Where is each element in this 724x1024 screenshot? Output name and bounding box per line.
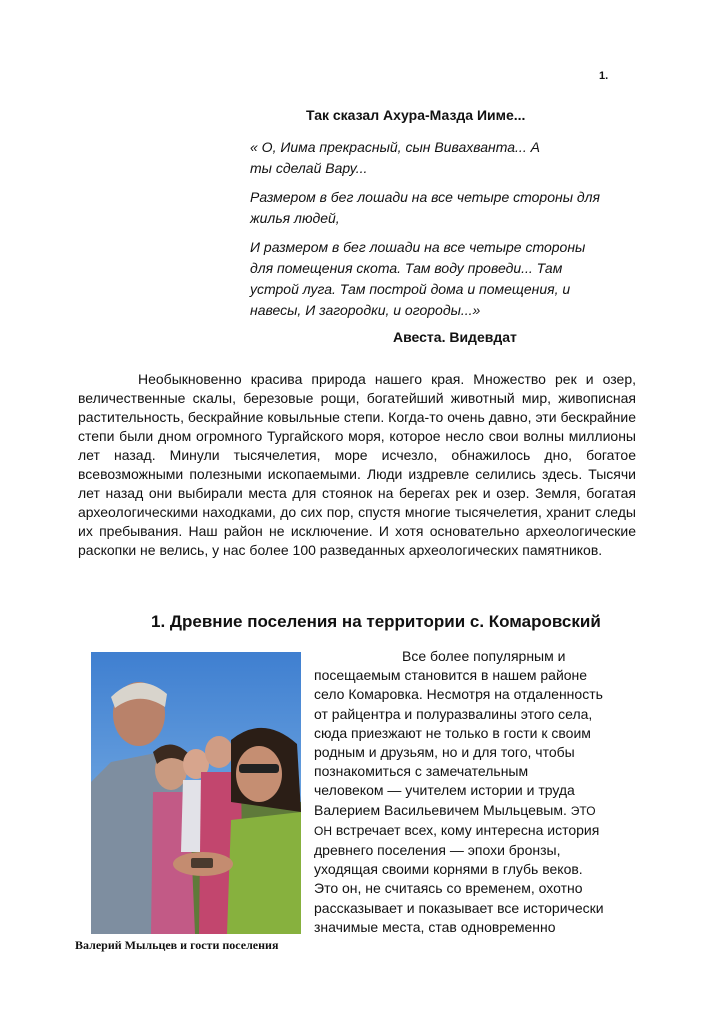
- side-line: значимые места, став одновременно: [314, 918, 556, 935]
- side-line-with-word: [314, 821, 644, 841]
- page-number: 1.: [599, 70, 609, 82]
- epigraph-line: ты сделай Вару...: [250, 160, 368, 176]
- epigraph-paragraph-1: [250, 137, 650, 179]
- side-line: Это он, не считаясь со временем, охотно: [314, 880, 583, 897]
- epigraph-line: И размером в бег лошади на все четыре стороны: [250, 239, 586, 255]
- side-line: сюда приезжают не только в гости к своим: [314, 724, 591, 741]
- photo-caption: Валерий Мыльцев и гости поселения: [75, 938, 279, 952]
- intro-paragraph: Необыкновенно красива природа нашего края. Множество рек и озер, величественные скалы, березовые рощи, богатейший животный мир, живописная растительность, бескрайние ковыльные степи. Когда-то очень давно, эти бескрайние степи были дном огромного Тургайского моря, которое несло свои волны миллионы лет назад. Минули тысячелетия, море исчезло, обнажилось дно, богатое всевозможными полезными ископаемыми. Люди издревле селились здесь. Тысячи лет назад они выбирали места для стоянок на берегах рек и озер. Земля, богатая археологическими находками, до сих пор, спустя многие тысячелетия, хранит следы их пребывания. Наш район не исключение. И хотя основательно археологические раскопки не велись, у нас более 100 разведанных археологических памятников.: [78, 371, 636, 558]
- side-line: рассказывает и показывает все исторически: [314, 899, 604, 916]
- side-line-small-word: ЭТО: [570, 803, 596, 818]
- section-heading: 1. Древние поселения на территории с. Комаровский: [151, 612, 601, 631]
- side-line: от райцентра и полуразвалины этого села,: [314, 705, 593, 722]
- side-line-with-word: [314, 801, 644, 821]
- epigraph-paragraph-2: [250, 187, 650, 229]
- epigraph-line: навесы, И загородки, и огороды...»: [250, 302, 481, 318]
- epigraph-title: Так сказал Ахура-Мазда Ииме...: [306, 107, 526, 123]
- epigraph-source: Авеста. Видевдат: [393, 329, 517, 345]
- side-line: человеком — учителем истории и труда: [314, 782, 575, 799]
- epigraph-line: жилья людей,: [250, 210, 340, 226]
- side-line-small-word: ОН: [314, 823, 332, 838]
- epigraph-paragraph-3: [250, 237, 650, 321]
- epigraph-line: Размером в бег лошади на все четыре стороны для: [250, 189, 600, 205]
- side-line: родным и друзьям, но и для того, чтобы: [314, 744, 575, 761]
- side-line-text: встречает всех, кому интересна история: [335, 821, 600, 838]
- side-line: село Комаровка. Несмотря на отдаленность: [314, 686, 603, 703]
- photo-people: [91, 652, 301, 934]
- epigraph-line: устрой луга. Там построй дома и помещения, и: [250, 281, 571, 297]
- side-line: уходящая своими корнями в глубь веков.: [314, 861, 583, 878]
- epigraph-line: для помещения скота. Там воду проведи... Там: [250, 260, 563, 276]
- side-line: познакомиться с замечательным: [314, 763, 529, 780]
- epigraph-line: « О, Иима прекрасный, сын Вивахванта... А: [250, 139, 540, 155]
- side-line-text: Валерием Васильевичем Мыльцевым.: [314, 801, 567, 818]
- side-line: посещаемым становится в нашем районе: [314, 667, 588, 684]
- side-paragraph: [314, 647, 644, 937]
- side-line: Все более популярным и: [402, 648, 566, 664]
- side-line: древнего поселения — эпохи бронзы,: [314, 842, 561, 859]
